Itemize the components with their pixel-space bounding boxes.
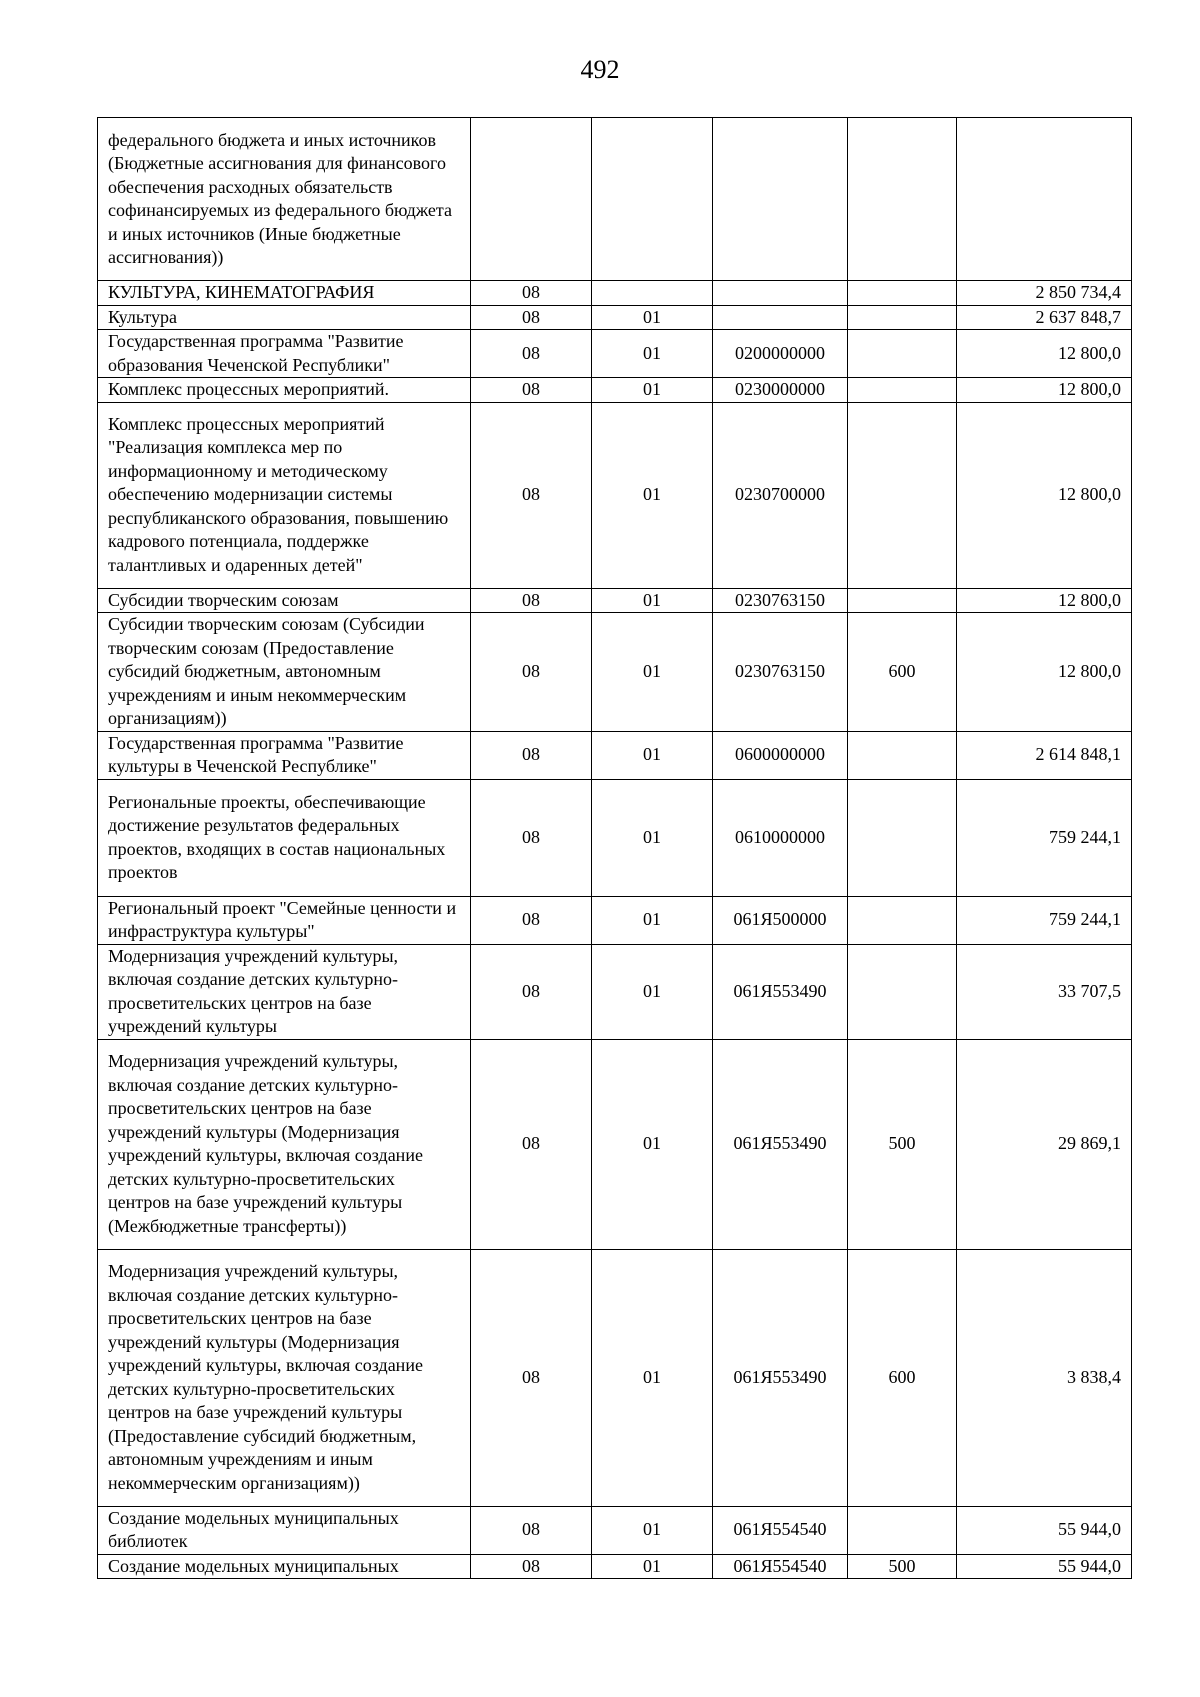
row-amount: 2 614 848,1	[957, 731, 1132, 779]
row-section: 08	[471, 731, 592, 779]
row-section: 08	[471, 378, 592, 403]
row-section: 08	[471, 330, 592, 378]
table-row	[98, 1249, 1132, 1506]
row-subsection: 01	[592, 779, 713, 896]
row-target-article: 061Я553490	[713, 1039, 848, 1249]
row-target-article: 061Я553490	[713, 944, 848, 1039]
row-target-article	[713, 281, 848, 306]
row-section: 08	[471, 402, 592, 588]
table-row	[98, 1506, 1132, 1554]
row-section: 08	[471, 944, 592, 1039]
row-target-article: 0230763150	[713, 613, 848, 732]
table-row	[98, 281, 1132, 306]
row-subsection: 01	[592, 613, 713, 732]
row-subsection: 01	[592, 1506, 713, 1554]
table-row	[98, 588, 1132, 613]
row-section: 08	[471, 281, 592, 306]
row-amount: 12 800,0	[957, 402, 1132, 588]
row-amount: 55 944,0	[957, 1506, 1132, 1554]
row-target-article: 061Я500000	[713, 896, 848, 944]
row-target-article: 0230763150	[713, 588, 848, 613]
table-row	[98, 613, 1132, 732]
row-amount: 55 944,0	[957, 1554, 1132, 1579]
row-expense-type	[848, 779, 957, 896]
page-number: 492	[580, 55, 620, 84]
table-row	[98, 896, 1132, 944]
row-expense-type	[848, 588, 957, 613]
row-expense-type	[848, 118, 957, 281]
row-amount: 2 637 848,7	[957, 305, 1132, 330]
row-expense-type	[848, 281, 957, 306]
row-section: 08	[471, 1039, 592, 1249]
row-amount	[957, 118, 1132, 281]
row-target-article: 061Я554540	[713, 1554, 848, 1579]
row-amount: 33 707,5	[957, 944, 1132, 1039]
row-amount: 12 800,0	[957, 378, 1132, 403]
row-amount: 29 869,1	[957, 1039, 1132, 1249]
row-subsection: 01	[592, 305, 713, 330]
table-row	[98, 378, 1132, 403]
row-target-article	[713, 305, 848, 330]
row-amount: 12 800,0	[957, 588, 1132, 613]
row-expense-type	[848, 944, 957, 1039]
row-expense-type	[848, 402, 957, 588]
row-expense-type	[848, 896, 957, 944]
row-amount: 3 838,4	[957, 1249, 1132, 1506]
row-subsection	[592, 281, 713, 306]
row-section: 08	[471, 613, 592, 732]
row-subsection: 01	[592, 1039, 713, 1249]
row-subsection: 01	[592, 1554, 713, 1579]
row-name: Региональный проект "Семейные ценности и инфраструктура культуры"	[98, 896, 471, 944]
row-name: Субсидии творческим союзам	[98, 588, 471, 613]
table-row	[98, 330, 1132, 378]
row-expense-type: 500	[848, 1039, 957, 1249]
row-name: Субсидии творческим союзам (Субсидии творческим союзам (Предоставление субсидий бюджетным, автономным учреждениям и иным некоммерческим организациям))	[98, 613, 471, 732]
table-row	[98, 731, 1132, 779]
row-target-article: 0610000000	[713, 779, 848, 896]
row-section: 08	[471, 896, 592, 944]
row-target-article: 061Я553490	[713, 1249, 848, 1506]
row-target-article: 0230700000	[713, 402, 848, 588]
row-subsection: 01	[592, 1249, 713, 1506]
row-expense-type: 600	[848, 613, 957, 732]
row-section: 08	[471, 1506, 592, 1554]
row-name: Создание модельных муниципальных библиотек	[98, 1506, 471, 1554]
row-name: Культура	[98, 305, 471, 330]
row-subsection: 01	[592, 378, 713, 403]
row-expense-type	[848, 330, 957, 378]
row-target-article: 0200000000	[713, 330, 848, 378]
row-expense-type	[848, 1506, 957, 1554]
table-row	[98, 305, 1132, 330]
row-target-article	[713, 118, 848, 281]
row-expense-type	[848, 305, 957, 330]
table-row	[98, 1554, 1132, 1579]
table-row	[98, 944, 1132, 1039]
row-expense-type	[848, 731, 957, 779]
row-target-article: 061Я554540	[713, 1506, 848, 1554]
row-expense-type	[848, 378, 957, 403]
table-row	[98, 402, 1132, 588]
row-amount: 759 244,1	[957, 779, 1132, 896]
row-subsection: 01	[592, 944, 713, 1039]
row-name: Комплекс процессных мероприятий "Реализация комплекса мер по информационному и методическому обеспечению модернизации системы республиканского образования, повышению кадрового потенциала, поддержке талантливых и одаренных детей"	[98, 402, 471, 588]
table-row	[98, 779, 1132, 896]
row-name: КУЛЬТУРА, КИНЕМАТОГРАФИЯ	[98, 281, 471, 306]
row-name: Создание модельных муниципальных	[98, 1554, 471, 1579]
row-amount: 12 800,0	[957, 330, 1132, 378]
table-row	[98, 1039, 1132, 1249]
row-target-article: 0230000000	[713, 378, 848, 403]
row-amount: 759 244,1	[957, 896, 1132, 944]
row-expense-type: 600	[848, 1249, 957, 1506]
row-name: Государственная программа "Развитие образования Чеченской Республики"	[98, 330, 471, 378]
row-name: Модернизация учреждений культуры, включая создание детских культурно-просветительских центров на базе учреждений культуры (Модернизация учреждений культуры, включая создание детских культурно-просветительских центров на базе учреждений культуры (Межбюджетные трансферты))	[98, 1039, 471, 1249]
row-subsection: 01	[592, 402, 713, 588]
row-section: 08	[471, 779, 592, 896]
row-target-article: 0600000000	[713, 731, 848, 779]
row-section: 08	[471, 1554, 592, 1579]
row-expense-type: 500	[848, 1554, 957, 1579]
row-section	[471, 118, 592, 281]
row-subsection: 01	[592, 330, 713, 378]
row-name: Региональные проекты, обеспечивающие достижение результатов федеральных проектов, входящих в состав национальных проектов	[98, 779, 471, 896]
row-name: Государственная программа "Развитие культуры в Чеченской Республике"	[98, 731, 471, 779]
row-subsection: 01	[592, 731, 713, 779]
row-subsection	[592, 118, 713, 281]
budget-table	[97, 117, 1132, 1579]
row-subsection: 01	[592, 588, 713, 613]
row-name: Комплекс процессных мероприятий.	[98, 378, 471, 403]
row-name: Модернизация учреждений культуры, включая создание детских культурно-просветительских центров на базе учреждений культуры (Модернизация учреждений культуры, включая создание детских культурно-просветительских центров на базе учреждений культуры (Предоставление субсидий бюджетным, автономным учреждениям и иным некоммерческим организациям))	[98, 1249, 471, 1506]
row-subsection: 01	[592, 896, 713, 944]
row-section: 08	[471, 305, 592, 330]
row-name: Модернизация учреждений культуры, включая создание детских культурно-просветительских центров на базе учреждений культуры	[98, 944, 471, 1039]
row-section: 08	[471, 1249, 592, 1506]
row-name: федерального бюджета и иных источников (Бюджетные ассигнования для финансового обеспечения расходных обязательств софинансируемых из федерального бюджета и иных источников (Иные бюджетные ассигнования))	[98, 118, 471, 281]
row-section: 08	[471, 588, 592, 613]
row-amount: 12 800,0	[957, 613, 1132, 732]
table-row	[98, 118, 1132, 281]
row-amount: 2 850 734,4	[957, 281, 1132, 306]
